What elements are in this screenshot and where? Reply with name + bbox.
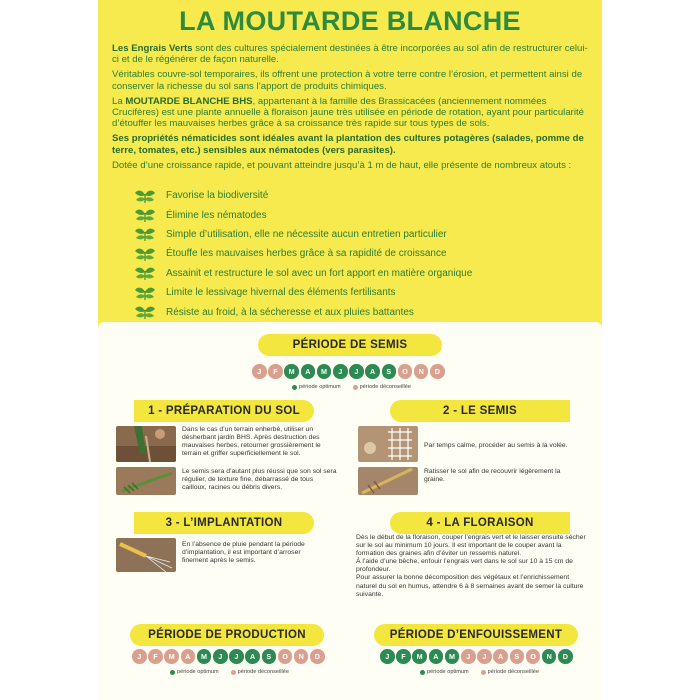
- step-4-text: [356, 534, 588, 599]
- semis-legend: [292, 384, 411, 390]
- leaf-sprig-icon: [134, 188, 156, 204]
- intro-paragraph-1: [112, 43, 594, 65]
- month-dot-semis: N: [414, 364, 429, 379]
- month-dot-semis: O: [398, 364, 413, 379]
- step-4-text-c: Pour assurer la bonne décomposition des végétaux et l’enrichissement naturel du sol en humus, attendre 6 à 8 semaines avant de semer la culture suivante.: [356, 574, 584, 598]
- step-1-text-a: Dans le cas d’un terrain enherbé, utiliser un désherbant jardin BHS. Après destruction des mauvaises herbes, retourner grossièrement le terrain et griffer superficiellement le sol.: [182, 426, 321, 458]
- month-dot-production: O: [278, 649, 293, 664]
- month-dot-semis: M: [317, 364, 332, 379]
- legend-optimum-label: période optimum: [299, 384, 341, 390]
- intro-paragraph-3: [112, 96, 594, 130]
- unadvised-dot: [231, 670, 236, 675]
- leaf-sprig-icon: [134, 226, 156, 242]
- sowing-grid-photo: [358, 426, 418, 462]
- enfouissement-period-banner: PÉRIODE D’ENFOUISSEMENT: [374, 624, 578, 646]
- rake-photo: [116, 467, 176, 495]
- month-dot-enfouissement: F: [396, 649, 411, 664]
- benefit-item: [134, 205, 472, 224]
- month-dot-production: J: [229, 649, 244, 664]
- step-1-banner: 1 - PRÉPARATION DU SOL: [134, 400, 314, 422]
- production-legend: [170, 669, 289, 675]
- optimum-dot: [292, 385, 297, 390]
- intro-p3-text: , appartenant à la famille des Brassicacées (anciennement nommées Crucifères) est une plante annuelle à floraison jaune très utilisée en période de rotation, ayant pour particularité d’étouffer les mauvaises herbes grâce à sa croissance très rapide sur tous types de sols.: [112, 95, 584, 130]
- month-dot-enfouissement: J: [380, 649, 395, 664]
- month-dot-production: A: [245, 649, 260, 664]
- month-dot-production: D: [310, 649, 325, 664]
- intro-section: [98, 0, 602, 340]
- benefit-item: [134, 186, 472, 205]
- intro-paragraph-5: Dotée d’une croissance rapide, et pouvant atteindre jusqu’à 1 m de haut, elle présente de nombreux atouts :: [112, 159, 572, 171]
- page-title: LA MOUTARDE BLANCHE: [179, 6, 521, 36]
- production-period-banner: PÉRIODE DE PRODUCTION: [130, 624, 324, 646]
- month-dot-semis: D: [430, 364, 445, 379]
- legend-optimum-label: période optimum: [427, 669, 469, 675]
- step-3-banner: 3 - L’IMPLANTATION: [134, 512, 314, 534]
- enfouissement-legend: [420, 669, 539, 675]
- benefit-label: Assainit et restructure le sol avec un fort apport en matière organique: [166, 267, 473, 279]
- instructions-section: [98, 322, 602, 700]
- intro-paragraph-4: [112, 133, 594, 155]
- unadvised-dot: [353, 385, 358, 390]
- benefit-label: Élimine les nématodes: [166, 209, 267, 221]
- benefit-item: [134, 264, 472, 283]
- watering-photo: [116, 538, 176, 572]
- month-dot-production: F: [148, 649, 163, 664]
- leaf-sprig-icon: [134, 285, 156, 301]
- month-dot-semis: J: [349, 364, 364, 379]
- intro-p3-lead: La: [112, 95, 126, 107]
- benefit-label: Limite le lessivage hivernal des éléments fertilisants: [166, 287, 396, 299]
- benefit-label: Étouffe les mauvaises herbes grâce à sa rapidité de croissance: [166, 248, 447, 260]
- leaf-sprig-icon: [134, 304, 156, 320]
- optimum-dot: [170, 670, 175, 675]
- intro-p4-text: Ses propriétés nématicides sont idéales avant la plantation des cultures potagères (salades, pomme de terre, tomates, etc.) sensibles aux nématodes (vers parasites).: [112, 133, 584, 156]
- month-dot-production: M: [197, 649, 212, 664]
- month-dot-semis: M: [284, 364, 299, 379]
- month-dot-enfouissement: A: [429, 649, 444, 664]
- month-dot-enfouissement: S: [510, 649, 525, 664]
- step-4-text-b: À l’aide d’une bêche, enfouir l’engrais vert dans le sol sur 10 à 15 cm de profondeur.: [356, 558, 573, 574]
- intro-paragraph-2: Véritables couvre-sol temporaires, ils offrent une protection à votre terre contre l’érosion, et permettent ainsi de conserver la richesse du sol sans l’apport de produits chimiques.: [112, 69, 583, 92]
- month-dot-enfouissement: M: [412, 649, 427, 664]
- month-dot-production: M: [164, 649, 179, 664]
- month-dot-production: A: [181, 649, 196, 664]
- semis-period-banner: PÉRIODE DE SEMIS: [258, 334, 442, 356]
- optimum-dot: [420, 670, 425, 675]
- month-dot-enfouissement: M: [445, 649, 460, 664]
- benefit-item: [134, 283, 472, 302]
- benefit-label: Favorise la biodiversité: [166, 190, 269, 202]
- step-2-banner: 2 - LE SEMIS: [390, 400, 570, 422]
- step-3-text: En l’absence de pluie pendant la période d’implantation, il est important d’arroser finement après le semis.: [182, 541, 305, 565]
- benefit-label: Résiste au froid, à la sécheresse et aux pluies battantes: [166, 306, 414, 318]
- intro-p1-text: sont des cultures spécialement destinées à être incorporées au sol afin de restructurer celui-ci et de le régénérer de façon naturelle.: [112, 43, 588, 66]
- month-dot-production: J: [213, 649, 228, 664]
- benefit-item: [134, 302, 472, 321]
- step-2-text-a: Par temps calme, procéder au semis à la volée.: [424, 442, 568, 449]
- month-dot-semis: S: [382, 364, 397, 379]
- leaf-sprig-icon: [134, 265, 156, 281]
- benefit-label: Simple d’utilisation, elle ne nécessite aucun entretien particulier: [166, 228, 447, 240]
- month-dot-enfouissement: J: [477, 649, 492, 664]
- legend-unadvised-label: période déconseillée: [487, 669, 539, 675]
- month-dot-enfouissement: D: [558, 649, 573, 664]
- month-dot-enfouissement: O: [526, 649, 541, 664]
- month-dot-semis: A: [365, 364, 380, 379]
- legend-optimum-label: période optimum: [177, 669, 219, 675]
- intro-text: [112, 43, 594, 175]
- month-dot-semis: A: [301, 364, 316, 379]
- legend-unadvised-label: période déconseillée: [237, 669, 289, 675]
- production-month-row: [132, 649, 326, 664]
- leaf-sprig-icon: [134, 246, 156, 262]
- benefits-list: [134, 186, 472, 322]
- unadvised-dot: [481, 670, 486, 675]
- month-dot-enfouissement: J: [461, 649, 476, 664]
- month-dot-semis: J: [333, 364, 348, 379]
- step-1-text-b: Le semis sera d’autant plus réussi que son sol sera régulier, de texture fine, débarrassé de tous cailloux, racines ou débris divers.: [182, 468, 337, 492]
- month-dot-production: N: [294, 649, 309, 664]
- step-4-banner: 4 - LA FLORAISON: [390, 512, 570, 534]
- enfouissement-month-row: [380, 649, 574, 664]
- raking-seeds-photo: [358, 467, 418, 495]
- leaf-sprig-icon: [134, 207, 156, 223]
- semis-month-row: [252, 364, 446, 379]
- month-dot-enfouissement: N: [542, 649, 557, 664]
- legend-unadvised-label: période déconseillée: [359, 384, 411, 390]
- month-dot-enfouissement: A: [493, 649, 508, 664]
- benefit-item: [134, 244, 472, 263]
- soil-raking-photo: [116, 426, 176, 462]
- month-dot-semis: J: [252, 364, 267, 379]
- month-dot-production: J: [132, 649, 147, 664]
- benefit-item: [134, 225, 472, 244]
- intro-bold-term: Les Engrais Verts: [112, 43, 193, 54]
- month-dot-production: S: [262, 649, 277, 664]
- intro-product-name: MOUTARDE BLANCHE BHS: [125, 95, 253, 107]
- step-2-text-b: Ratisser le sol afin de recouvrir légèrement la graine.: [424, 468, 561, 484]
- month-dot-semis: F: [268, 364, 283, 379]
- step-4-text-a: Dès le début de la floraison, couper l’engrais vert et le laisser ensuite sécher sur le sol au minimum 10 jours. Il est important de le couper avant la formation des graines afin d’éviter un ressemis naturel.: [356, 534, 586, 558]
